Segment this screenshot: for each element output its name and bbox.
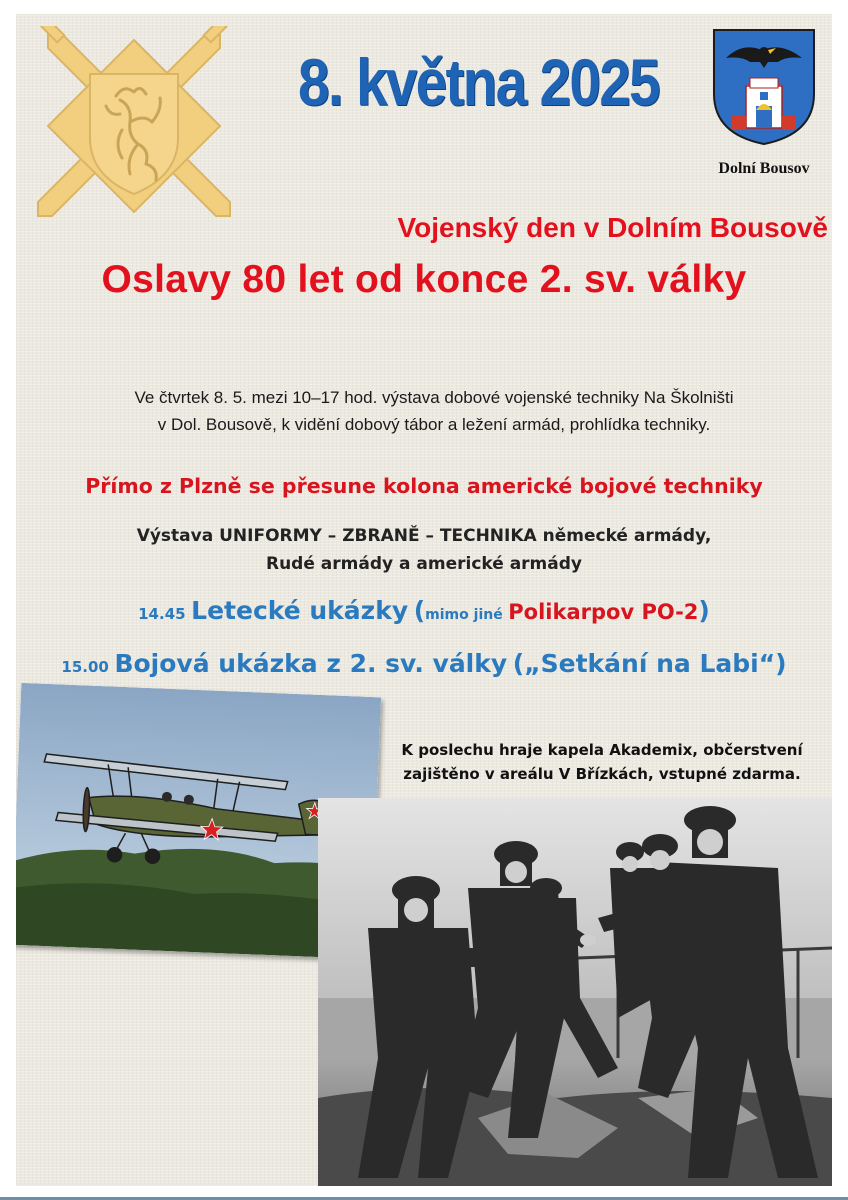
- column-announcement: Přímo z Plzně se přesune kolona americké bojové techniky: [85, 474, 763, 498]
- poster: [16, 14, 832, 1186]
- program-title: Letecké ukázky: [191, 596, 409, 625]
- program-paren: (: [413, 596, 426, 625]
- exhibition-line: Výstava UNIFORMY – ZBRANĚ – TECHNIKA německé armády,: [136, 526, 712, 546]
- program-item-air-show: [16, 596, 832, 625]
- closing-info: [372, 738, 832, 786]
- program-subtitle: („Setkání na Labi“): [512, 649, 787, 678]
- program-time: 15.00: [61, 658, 109, 676]
- lion-swords-emblem-icon: [34, 26, 234, 226]
- info-line: v Dol. Bousově, k vidění dobový tábor a ležení armád, prohlídka techniky.: [157, 415, 711, 434]
- town-name-label: Dolní Bousov: [718, 160, 810, 177]
- info-line: Ve čtvrtek 8. 5. mezi 10–17 hod. výstava dobové vojenské techniky Na Školništi: [134, 388, 734, 407]
- closing-line: K poslechu hraje kapela Akademix, občerstvení: [401, 741, 803, 759]
- program-item-battle: [16, 649, 832, 678]
- exhibition-line: Rudé armády a americké armády: [265, 554, 582, 574]
- town-coat-of-arms-icon: [712, 28, 816, 146]
- program-time: 14.45: [138, 605, 186, 623]
- program-title: Bojová ukázka z 2. sv. války: [114, 649, 508, 678]
- program-note: mimo jiné: [425, 607, 503, 623]
- event-info: [36, 384, 832, 438]
- soldiers-handshake-photo: [318, 798, 832, 1186]
- program-paren: ): [698, 596, 710, 625]
- event-subtitle: Oslavy 80 let od konce 2. sv. války: [101, 258, 747, 301]
- closing-line: zajištěno v areálu V Břízkách, vstupné zdarma.: [403, 765, 801, 783]
- exhibition-info: [16, 522, 832, 578]
- event-title: Vojenský den v Dolním Bousově: [397, 212, 828, 243]
- program-highlight: Polikarpov PO-2: [508, 600, 699, 624]
- event-date: 8. května 2025: [298, 45, 659, 119]
